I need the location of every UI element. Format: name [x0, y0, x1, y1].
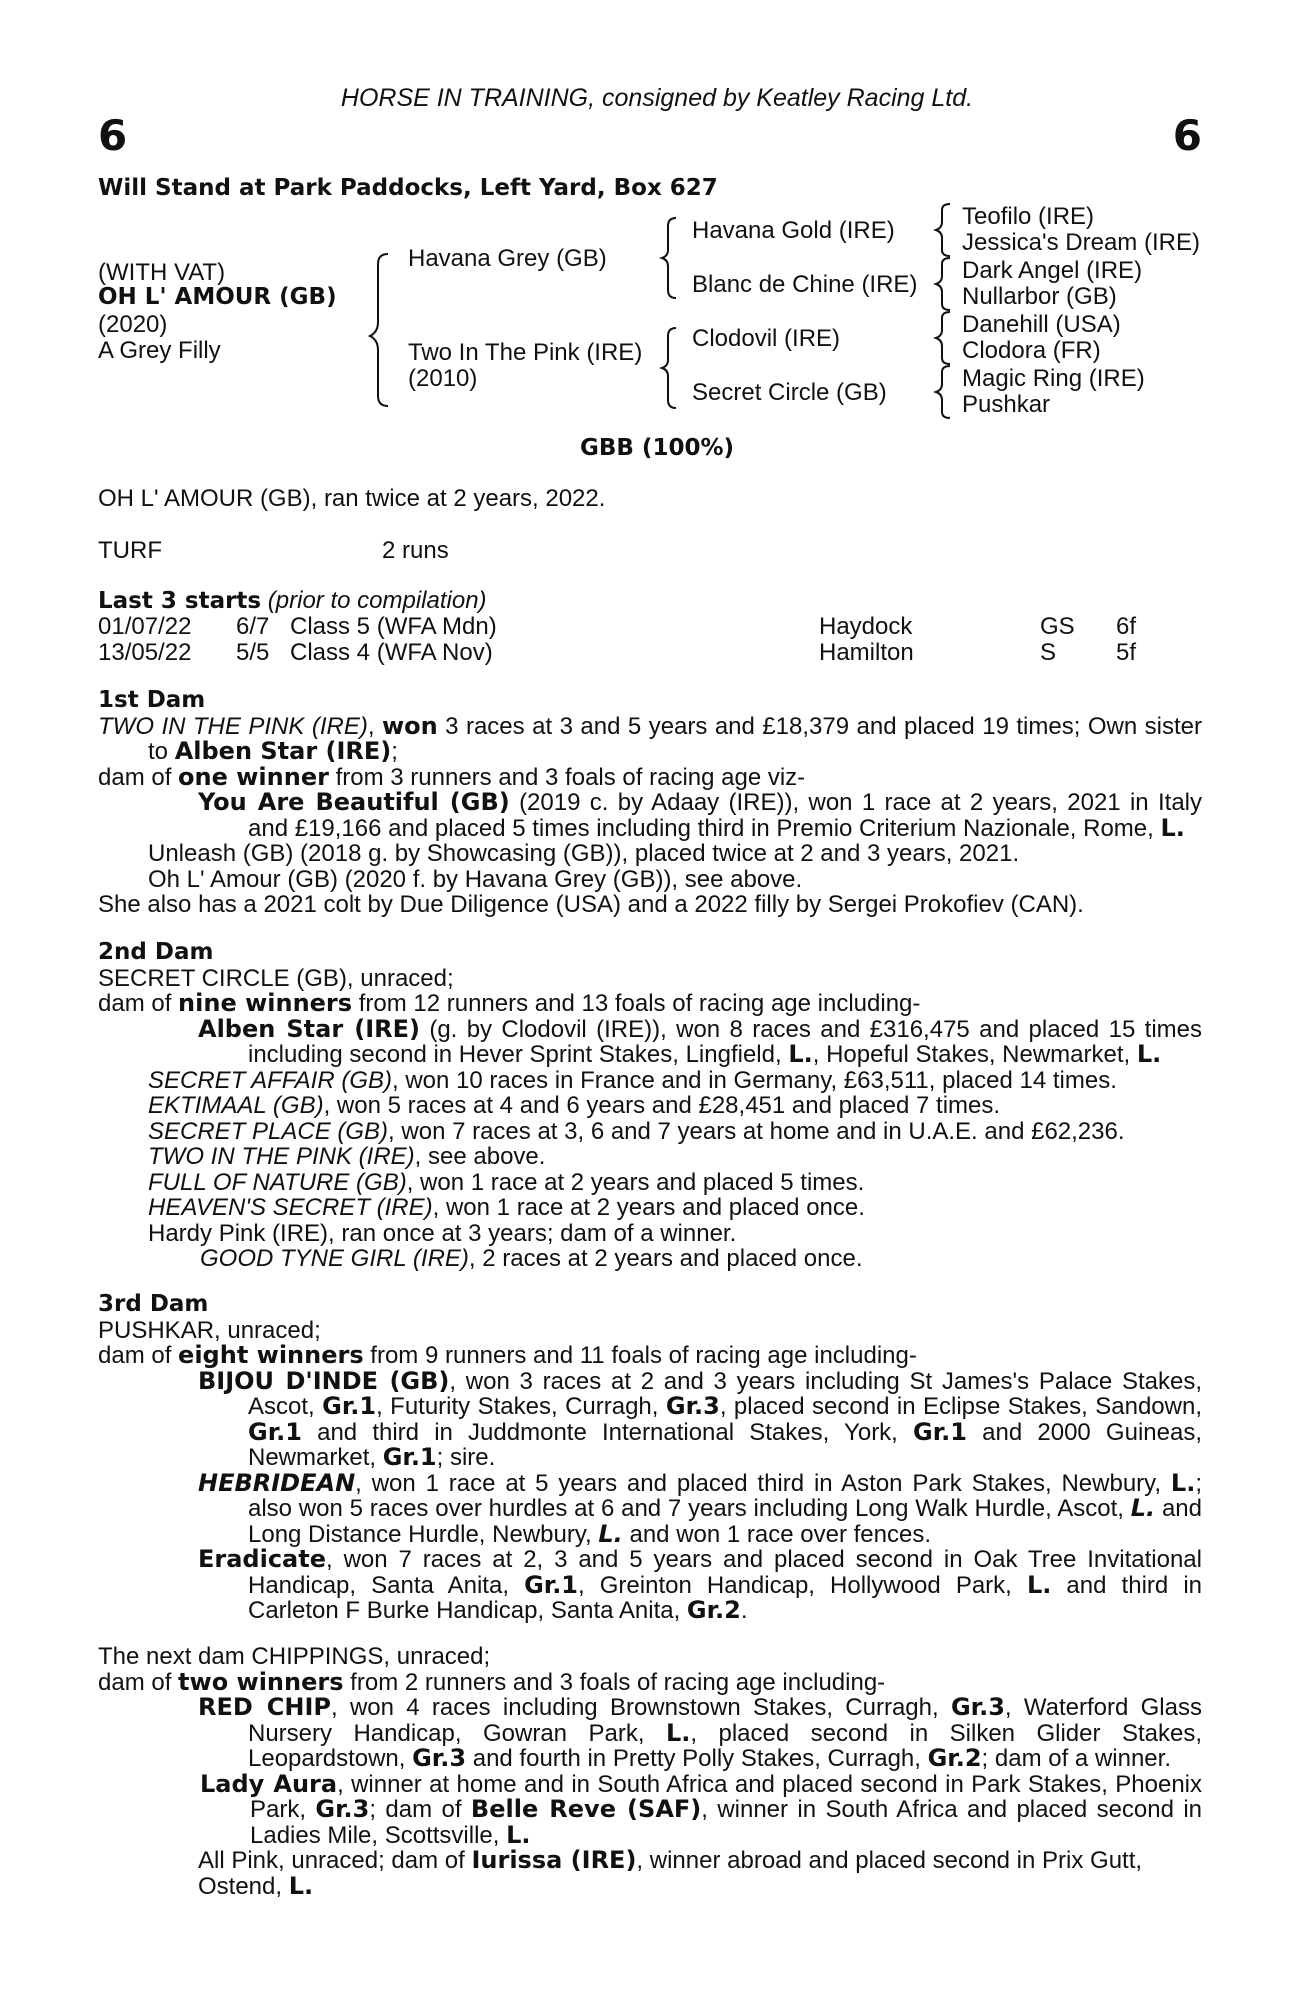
dam-year: (2010): [408, 365, 478, 392]
text: nine winners: [178, 989, 353, 1017]
progeny-entry: [98, 1547, 1202, 1624]
dam-paragraph: The next dam CHIPPINGS, unraced;: [98, 1643, 491, 1670]
text: , won 7 races at 3, 6 and 7 years at home and in U.A.E. and £62,236.: [388, 1117, 1125, 1145]
vat-note: (WITH VAT): [98, 259, 226, 286]
text: , won 1 race at 2 years and placed 5 times.: [406, 1168, 865, 1196]
text: Gr.3: [950, 1693, 1005, 1721]
horse-name: Lady Aura: [200, 1769, 338, 1798]
consignment-line: HORSE IN TRAINING, consigned by Keatley Racing Ltd.: [340, 84, 974, 112]
text: L.: [665, 1718, 691, 1747]
gbb-rating: GBB (100%): [579, 435, 735, 461]
text: , winner abroad and placed second in Prix Gutt, Ostend,: [198, 1847, 1143, 1900]
horse-name: TWO IN THE PINK (IRE): [148, 1143, 415, 1170]
horse-name: HEAVEN'S SECRET (IRE): [148, 1194, 433, 1221]
start-going: S: [1040, 639, 1057, 666]
start-date: 01/07/22: [98, 613, 192, 640]
horse-name: EKTIMAAL (GB): [148, 1092, 324, 1119]
text: and fourth in Pretty Polly Stakes, Curragh,: [466, 1745, 928, 1772]
table-row: [98, 640, 1218, 666]
start-distance: 5f: [1116, 639, 1137, 666]
text: and won 1 race over fences.: [622, 1520, 931, 1548]
text: , Futurity Stakes, Curragh,: [376, 1393, 666, 1420]
horse-name: Iurissa (IRE): [471, 1846, 637, 1874]
sire-dam: Blanc de Chine (IRE): [692, 271, 918, 298]
text: L.: [1136, 1040, 1162, 1068]
sire-sire: Havana Gold (IRE): [692, 217, 895, 244]
dam-paragraph: [98, 1667, 1202, 1696]
text: from 9 runners and 11 foals of racing age including-: [363, 1342, 917, 1369]
text: , won 1 race at 5 years and placed third in Aston Park Stakes, Newbury,: [355, 1469, 1171, 1497]
dam-paragraph: [98, 711, 1202, 765]
dam: Two In The Pink (IRE): [408, 339, 643, 366]
last-starts-note: (prior to compilation): [267, 587, 487, 614]
start-course: Hamilton: [819, 639, 914, 666]
progeny-entry: [98, 1246, 1202, 1272]
horse-name: HEBRIDEAN: [198, 1468, 356, 1497]
text: dam of: [98, 990, 179, 1017]
text: , won 10 races in France and in Germany, £63,511, placed 14 times.: [392, 1066, 1117, 1094]
progeny-entry: [98, 1068, 1202, 1094]
dam-paragraph: PUSHKAR, unraced;: [98, 1316, 321, 1344]
start-race: Class 4 (WFA Nov): [290, 639, 493, 666]
stand-location: Will Stand at Park Paddocks, Left Yard, Box 627: [98, 175, 718, 201]
gen4-3: Dark Angel (IRE): [962, 257, 1143, 284]
text: (g. by Clodovil (IRE)), won 8 races and £316,475 and placed 15 times including second in Hever Sprint Stakes, Lingfield,: [248, 1015, 1202, 1068]
text: Gr.3: [412, 1744, 467, 1772]
text: , Greinton Handicap, Hollywood Park,: [578, 1571, 1027, 1599]
text: Gr.1: [322, 1392, 377, 1420]
progeny-entry: Oh L' Amour (GB) (2020 f. by Havana Grey (GB)), see above.: [148, 865, 803, 893]
text: , placed second in Eclipse Stakes, Sandown,: [719, 1393, 1202, 1420]
text: L.: [1026, 1570, 1052, 1599]
progeny-entry: [98, 1468, 1202, 1548]
lot-number-right: 6: [1172, 111, 1202, 160]
third-dam-section: [98, 1292, 1202, 1624]
text: Gr.1: [913, 1417, 967, 1446]
progeny-entry: [98, 1769, 1203, 1849]
start-position: 6/7: [236, 613, 270, 640]
text: from 12 runners and 13 foals of racing age including-: [352, 990, 921, 1017]
section-heading: 3rd Dam: [98, 1291, 209, 1317]
text: Gr.3: [315, 1795, 370, 1823]
horse-name: FULL OF NATURE (GB): [148, 1168, 407, 1196]
text: , 2 races at 2 years and placed once.: [468, 1245, 863, 1272]
progeny-entry: [98, 1195, 1202, 1221]
progeny-entry: Unleash (GB) (2018 g. by Showcasing (GB)), placed twice at 2 and 3 years, 2021.: [148, 840, 1020, 867]
text: dam of: [98, 1342, 179, 1369]
text: Gr.1: [382, 1443, 437, 1471]
gen4-6: Clodora (FR): [962, 337, 1101, 364]
text: , won 4 races including Brownstown Stakes, Curragh,: [331, 1694, 951, 1721]
progeny-entry: [98, 790, 1202, 841]
horse-description: A Grey Filly: [98, 337, 221, 364]
text: , Waterford Glass Nursery Handicap, Gowran Park,: [248, 1694, 1202, 1747]
text: L.: [1160, 813, 1185, 842]
horse-name: Alben Star (IRE): [198, 1014, 420, 1043]
text: ; dam of: [369, 1796, 471, 1823]
text: L.: [1130, 1494, 1156, 1522]
gen4-1: Teofilo (IRE): [962, 203, 1095, 230]
dam-dam: Secret Circle (GB): [692, 379, 887, 406]
progeny-entry: Hardy Pink (IRE), ran once at 3 years; dam of a winner.: [148, 1219, 737, 1247]
text: , see above.: [414, 1143, 546, 1170]
text: and third in Juddmonte International Stakes, York,: [301, 1418, 914, 1446]
text: Gr.2: [686, 1596, 741, 1624]
gen4-2: Jessica's Dream (IRE): [962, 229, 1200, 256]
text: , Hopeful Stakes, Newmarket,: [812, 1041, 1137, 1068]
text: Gr.3: [665, 1392, 720, 1420]
start-going: GS: [1040, 613, 1075, 640]
section-heading: 2nd Dam: [98, 939, 214, 965]
text: .: [740, 1597, 748, 1624]
text: L.: [788, 1040, 813, 1068]
text: , won 7 races at 2, 3 and 5 years and placed second in Oak Tree Invitational Handicap, Santa Anita,: [248, 1546, 1202, 1599]
text: L.: [1170, 1468, 1196, 1497]
text: Gr.1: [524, 1570, 579, 1599]
text: , won 1 race at 2 years and placed once.: [432, 1194, 865, 1221]
text: , won 5 races at 4 and 6 years and £28,451 and placed 7 times.: [323, 1092, 1001, 1119]
text: L.: [598, 1519, 623, 1548]
text: dam of: [98, 1668, 179, 1696]
horse-name: BIJOU D'INDE (GB): [198, 1366, 450, 1395]
text: , placed second in Silken Glider Stakes, Leopardstown,: [248, 1719, 1202, 1772]
text: L.: [506, 1820, 531, 1849]
text: and 2000 Guineas, Newmarket,: [248, 1418, 1202, 1471]
horse-name: SECRET PLACE (GB): [148, 1117, 389, 1145]
text: , won 3 races at 2 and 3 years including St James's Palace Stakes, Ascot,: [248, 1367, 1202, 1420]
start-course: Haydock: [819, 613, 913, 640]
progeny-entry: [98, 1848, 1202, 1899]
text: Gr.2: [927, 1744, 982, 1772]
gen4-7: Magic Ring (IRE): [962, 365, 1145, 392]
text: from 2 runners and 3 foals of racing age including-: [343, 1668, 886, 1696]
dam-paragraph: [98, 1343, 1202, 1369]
dam-paragraph: [98, 991, 1202, 1017]
dam-sire: Clodovil (IRE): [692, 325, 841, 352]
progeny-entry: [98, 1170, 1202, 1196]
turf-runs: 2 runs: [382, 537, 449, 564]
text: 3 races at 3 and 5 years and £18,379 and placed 19 times; Own sister to: [148, 712, 1202, 765]
gen4-5: Danehill (USA): [962, 311, 1121, 338]
race-summary: OH L' AMOUR (GB), ran twice at 2 years, 2022.: [98, 485, 606, 512]
text: , winner in South Africa and placed second in Ladies Mile, Scottsville,: [250, 1796, 1203, 1849]
section-heading: 1st Dam: [98, 687, 206, 713]
progeny-entry: [98, 1366, 1202, 1471]
progeny-entry: [98, 1144, 1202, 1170]
horse-name: Eradicate: [198, 1545, 327, 1573]
text: dam of: [98, 763, 179, 791]
progeny-entry: [98, 1695, 1202, 1772]
text: (2019 c. by Adaay (IRE)), won 1 race at 2 years, 2021 in Italy and £19,166 and placed 5 times including third in Premio Criterium Nazionale, Rome,: [248, 789, 1202, 842]
horse-name: GOOD TYNE GIRL (IRE): [200, 1245, 469, 1272]
text: ;: [391, 738, 398, 765]
first-dam-section: [98, 688, 1202, 918]
dam-paragraph: SECRET CIRCLE (GB), unraced;: [98, 964, 454, 992]
horse-name: OH L' AMOUR (GB): [98, 284, 337, 310]
text: eight winners: [178, 1341, 364, 1369]
table-row: [98, 614, 1218, 640]
text: and Long Distance Hurdle, Newbury,: [248, 1495, 1202, 1548]
text: , winner at home and in South Africa and placed second in Park Stakes, Phoenix Park,: [250, 1770, 1203, 1823]
gen4-4: Nullarbor (GB): [962, 283, 1117, 310]
next-dam-section: [98, 1644, 1202, 1899]
horse-name: You Are Beautiful (GB): [198, 788, 510, 816]
start-race: Class 5 (WFA Mdn): [290, 613, 497, 640]
progeny-entry: [98, 1014, 1202, 1068]
turf-label: TURF: [98, 537, 162, 564]
text: ; sire.: [436, 1444, 496, 1471]
second-dam-section: [98, 940, 1202, 1272]
text: ; also won 5 races over hurdles at 6 and 7 years including Long Walk Hurdle, Ascot,: [248, 1469, 1202, 1522]
start-date: 13/05/22: [98, 639, 192, 666]
text: ; dam of a winner.: [981, 1745, 1171, 1772]
text: and third in Carleton F Burke Handicap, Santa Anita,: [248, 1571, 1203, 1624]
start-position: 5/5: [236, 639, 270, 666]
sire: Havana Grey (GB): [408, 245, 607, 272]
last-starts-heading: [98, 588, 487, 615]
progeny-entry: [98, 1093, 1202, 1119]
progeny-entry: [98, 1119, 1202, 1145]
horse-name: Alben Star (IRE): [174, 737, 392, 765]
lot-number-left: 6: [98, 111, 128, 160]
text: from 3 runners and 3 foals of racing age viz-: [328, 763, 806, 791]
text: ,: [367, 712, 382, 740]
last-starts-table: [98, 614, 1218, 666]
dam-paragraph: She also has a 2021 colt by Due Diligence (USA) and a 2022 filly by Sergei Prokofiev (CAN).: [98, 891, 1084, 918]
start-distance: 6f: [1116, 613, 1137, 640]
last-starts-title: Last 3 starts: [98, 588, 262, 614]
text: Gr.1: [248, 1417, 302, 1446]
horse-name: Belle Reve (SAF): [470, 1795, 702, 1823]
gen4-8: Pushkar: [962, 391, 1051, 418]
horse-name: TWO IN THE PINK (IRE): [98, 712, 368, 740]
text: L.: [288, 1871, 314, 1900]
dam-paragraph: [98, 762, 1202, 791]
text: one winner: [178, 762, 329, 791]
horse-name: RED CHIP: [198, 1693, 331, 1721]
text: two winners: [178, 1667, 344, 1696]
text: All Pink, unraced; dam of: [198, 1847, 472, 1874]
horse-name: SECRET AFFAIR (GB): [148, 1066, 393, 1094]
text: won: [381, 711, 438, 740]
horse-year: (2020): [98, 311, 168, 338]
